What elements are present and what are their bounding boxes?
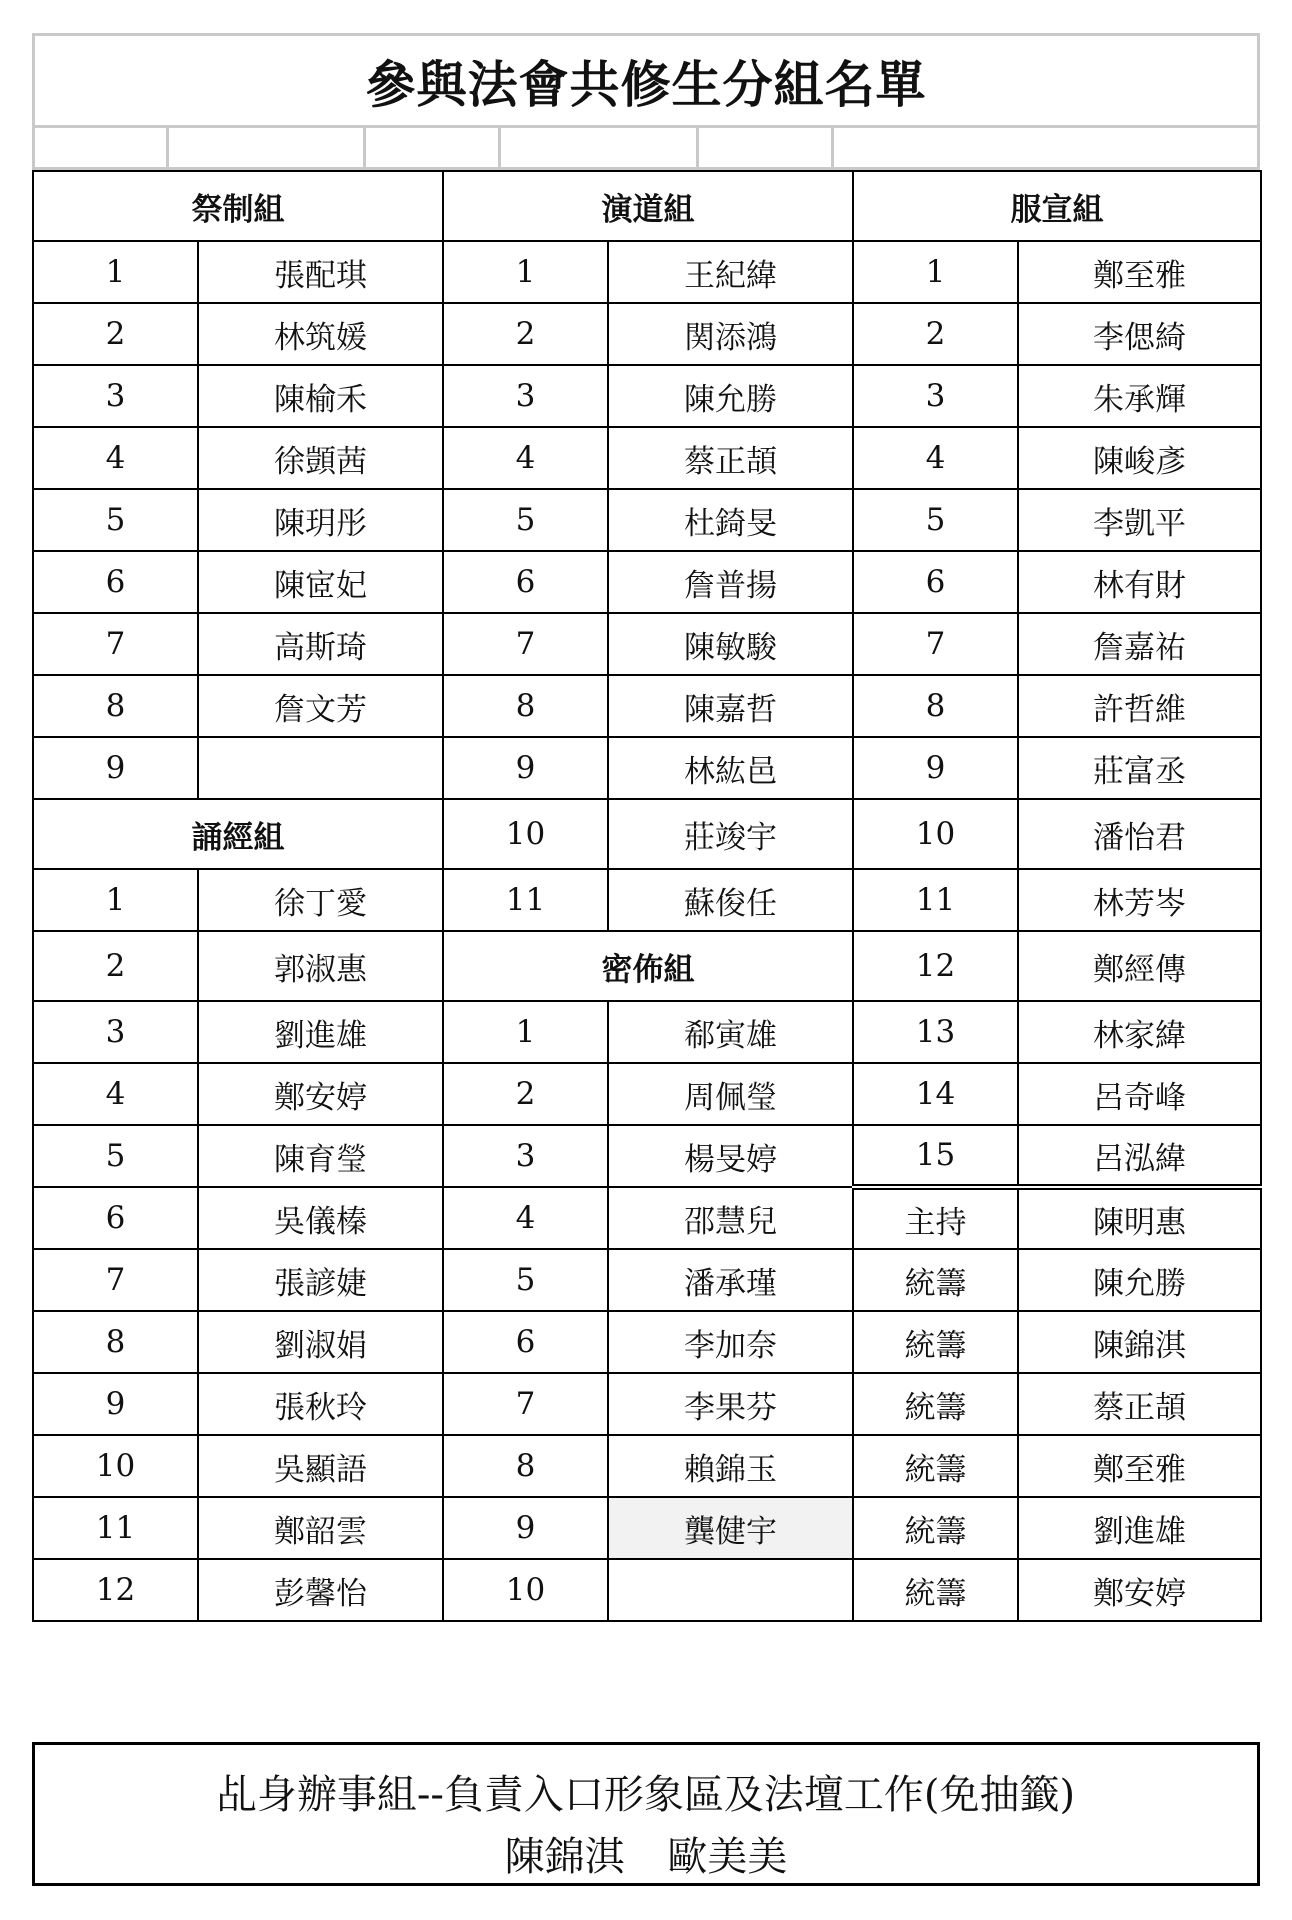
group-title-fuxuan: 服宣組: [853, 171, 1261, 241]
mibu-name: 郗寅雄: [608, 1001, 853, 1063]
songjing-no: 12: [33, 1559, 198, 1621]
table-row: [33, 489, 1261, 551]
mibu-name: 邵慧兒: [608, 1187, 853, 1249]
footer-heading: 乩身辦事組--負責入口形象區及法壇工作(免抽籤): [216, 1772, 1076, 1818]
yandao-name: 莊竣宇: [608, 799, 853, 869]
yandao-no: 8: [443, 675, 608, 737]
table-row: [33, 799, 1261, 869]
table-row: [33, 1311, 1261, 1373]
table-row: [33, 737, 1261, 799]
table-row: [33, 869, 1261, 931]
yandao-name: 蘇俊任: [608, 869, 853, 931]
yandao-no: 4: [443, 427, 608, 489]
fuxuan-name: 林芳岑: [1018, 869, 1261, 931]
yandao-name: 陳嘉哲: [608, 675, 853, 737]
table-row: [33, 303, 1261, 365]
songjing-name: 吳顯語: [198, 1435, 443, 1497]
yandao-name: 関添鴻: [608, 303, 853, 365]
roster-table: [32, 170, 1262, 1622]
jizhi-name: 詹文芳: [198, 675, 443, 737]
table-row: [33, 427, 1261, 489]
table-row: [33, 1497, 1261, 1559]
staff-name: 劉進雄: [1018, 1497, 1261, 1559]
songjing-no: 2: [33, 931, 198, 1001]
spacer-divider: [696, 128, 699, 167]
jizhi-name: 陳宧妃: [198, 551, 443, 613]
jizhi-no: 7: [33, 613, 198, 675]
table-row: [33, 1125, 1261, 1187]
mibu-no: 10: [443, 1559, 608, 1621]
mibu-name: [608, 1559, 853, 1621]
yandao-no: 5: [443, 489, 608, 551]
staff-name: 陳明惠: [1018, 1187, 1261, 1249]
yandao-no: 7: [443, 613, 608, 675]
staff-name: 陳錦淇: [1018, 1311, 1261, 1373]
fuxuan-name: 呂泓緯: [1018, 1125, 1261, 1187]
songjing-no: 6: [33, 1187, 198, 1249]
songjing-no: 11: [33, 1497, 198, 1559]
mibu-no: 3: [443, 1125, 608, 1187]
jizhi-name: 徐顗茜: [198, 427, 443, 489]
fuxuan-name: 呂奇峰: [1018, 1063, 1261, 1125]
fuxuan-name: 朱承輝: [1018, 365, 1261, 427]
staff-role: 統籌: [853, 1311, 1018, 1373]
staff-role: 統籌: [853, 1249, 1018, 1311]
mibu-no: 2: [443, 1063, 608, 1125]
table-row: [33, 1249, 1261, 1311]
yandao-name: 陳敏駿: [608, 613, 853, 675]
fuxuan-no: 15: [853, 1125, 1018, 1187]
fuxuan-name: 林有財: [1018, 551, 1261, 613]
songjing-no: 1: [33, 869, 198, 931]
songjing-no: 9: [33, 1373, 198, 1435]
yandao-no: 3: [443, 365, 608, 427]
jizhi-no: 2: [33, 303, 198, 365]
table-row: [33, 1559, 1261, 1621]
jizhi-name: 高斯琦: [198, 613, 443, 675]
table-row: [33, 675, 1261, 737]
table-row: [33, 551, 1261, 613]
songjing-name: 劉淑娟: [198, 1311, 443, 1373]
staff-role: 統籌: [853, 1373, 1018, 1435]
table-row: [33, 1435, 1261, 1497]
mibu-name: 龔健宇: [608, 1497, 853, 1559]
staff-name: 鄭安婷: [1018, 1559, 1261, 1621]
group-header-row: [33, 171, 1261, 241]
staff-name: 陳允勝: [1018, 1249, 1261, 1311]
songjing-name: 張諺婕: [198, 1249, 443, 1311]
fuxuan-no: 14: [853, 1063, 1018, 1125]
mibu-name: 潘承瑾: [608, 1249, 853, 1311]
jizhi-no: 4: [33, 427, 198, 489]
jizhi-no: 1: [33, 241, 198, 303]
yandao-no: 9: [443, 737, 608, 799]
staff-role: 統籌: [853, 1435, 1018, 1497]
songjing-name: 郭淑惠: [198, 931, 443, 1001]
table-row: [33, 1063, 1261, 1125]
fuxuan-name: 李偲綺: [1018, 303, 1261, 365]
spacer-divider: [498, 128, 501, 167]
jizhi-name: 陳玥彤: [198, 489, 443, 551]
mibu-no: 7: [443, 1373, 608, 1435]
jizhi-no: 6: [33, 551, 198, 613]
songjing-no: 8: [33, 1311, 198, 1373]
yandao-name: 杜錡旻: [608, 489, 853, 551]
yandao-name: 王紀緯: [608, 241, 853, 303]
fuxuan-no: 8: [853, 675, 1018, 737]
mibu-no: 4: [443, 1187, 608, 1249]
jizhi-no: 8: [33, 675, 198, 737]
group-title-mibu: 密佈組: [443, 931, 853, 1001]
table-row: [33, 1001, 1261, 1063]
fuxuan-name: 潘怡君: [1018, 799, 1261, 869]
songjing-name: 陳育瑩: [198, 1125, 443, 1187]
jizhi-name: [198, 737, 443, 799]
group-title-songjing: 誦經組: [33, 799, 443, 869]
staff-role: 統籌: [853, 1497, 1018, 1559]
table-row: [33, 1187, 1261, 1249]
spacer-divider: [363, 128, 366, 167]
staff-name: 鄭至雅: [1018, 1435, 1261, 1497]
yandao-name: 陳允勝: [608, 365, 853, 427]
mibu-name: 楊旻婷: [608, 1125, 853, 1187]
songjing-name: 鄭安婷: [198, 1063, 443, 1125]
fuxuan-no: 11: [853, 869, 1018, 931]
mibu-no: 1: [443, 1001, 608, 1063]
yandao-no: 6: [443, 551, 608, 613]
mibu-name: 李果芬: [608, 1373, 853, 1435]
mibu-name: 賴錦玉: [608, 1435, 853, 1497]
spacer-divider: [166, 128, 169, 167]
songjing-name: 吳儀榛: [198, 1187, 443, 1249]
table-row: [33, 613, 1261, 675]
mibu-no: 8: [443, 1435, 608, 1497]
table-row: [33, 241, 1261, 303]
fuxuan-no: 4: [853, 427, 1018, 489]
fuxuan-no: 12: [853, 931, 1018, 1001]
jizhi-no: 5: [33, 489, 198, 551]
yandao-name: 詹普揚: [608, 551, 853, 613]
mibu-no: 5: [443, 1249, 608, 1311]
group-title-jizhi: 祭制組: [33, 171, 443, 241]
songjing-no: 7: [33, 1249, 198, 1311]
staff-role: 主持: [853, 1187, 1018, 1249]
yandao-no: 2: [443, 303, 608, 365]
fuxuan-no: 2: [853, 303, 1018, 365]
yandao-no: 11: [443, 869, 608, 931]
fuxuan-name: 莊富丞: [1018, 737, 1261, 799]
fuxuan-name: 鄭至雅: [1018, 241, 1261, 303]
songjing-no: 4: [33, 1063, 198, 1125]
table-row: [33, 931, 1261, 1001]
songjing-name: 劉進雄: [198, 1001, 443, 1063]
fuxuan-name: 林家緯: [1018, 1001, 1261, 1063]
mibu-no: 9: [443, 1497, 608, 1559]
fuxuan-no: 6: [853, 551, 1018, 613]
songjing-no: 3: [33, 1001, 198, 1063]
fuxuan-name: 鄭經傳: [1018, 931, 1261, 1001]
fuxuan-no: 7: [853, 613, 1018, 675]
fuxuan-name: 許哲維: [1018, 675, 1261, 737]
footer-box: [32, 1742, 1260, 1886]
fuxuan-name: 詹嘉祐: [1018, 613, 1261, 675]
staff-role: 統籌: [853, 1559, 1018, 1621]
table-row: [33, 1373, 1261, 1435]
yandao-no: 1: [443, 241, 608, 303]
group-title-yandao: 演道組: [443, 171, 853, 241]
songjing-name: 鄭韶雲: [198, 1497, 443, 1559]
spacer-divider: [831, 128, 834, 167]
fuxuan-no: 13: [853, 1001, 1018, 1063]
songjing-no: 10: [33, 1435, 198, 1497]
songjing-no: 5: [33, 1125, 198, 1187]
fuxuan-no: 1: [853, 241, 1018, 303]
staff-name: 蔡正頡: [1018, 1373, 1261, 1435]
footer-names: 陳錦淇 歐美美: [504, 1834, 788, 1880]
songjing-name: 彭馨怡: [198, 1559, 443, 1621]
mibu-name: 周佩瑩: [608, 1063, 853, 1125]
fuxuan-no: 10: [853, 799, 1018, 869]
jizhi-no: 9: [33, 737, 198, 799]
page-title: 參與法會共修生分組名單: [32, 33, 1260, 125]
jizhi-name: 林筑媛: [198, 303, 443, 365]
jizhi-no: 3: [33, 365, 198, 427]
jizhi-name: 陳榆禾: [198, 365, 443, 427]
fuxuan-no: 9: [853, 737, 1018, 799]
fuxuan-no: 3: [853, 365, 1018, 427]
fuxuan-no: 5: [853, 489, 1018, 551]
songjing-name: 徐丁愛: [198, 869, 443, 931]
mibu-no: 6: [443, 1311, 608, 1373]
mibu-name: 李加奈: [608, 1311, 853, 1373]
yandao-name: 蔡正頡: [608, 427, 853, 489]
yandao-no: 10: [443, 799, 608, 869]
songjing-name: 張秋玲: [198, 1373, 443, 1435]
fuxuan-name: 陳峻彥: [1018, 427, 1261, 489]
table-row: [33, 365, 1261, 427]
yandao-name: 林紘邑: [608, 737, 853, 799]
header-spacer-row: [32, 125, 1260, 170]
fuxuan-name: 李凱平: [1018, 489, 1261, 551]
jizhi-name: 張配琪: [198, 241, 443, 303]
